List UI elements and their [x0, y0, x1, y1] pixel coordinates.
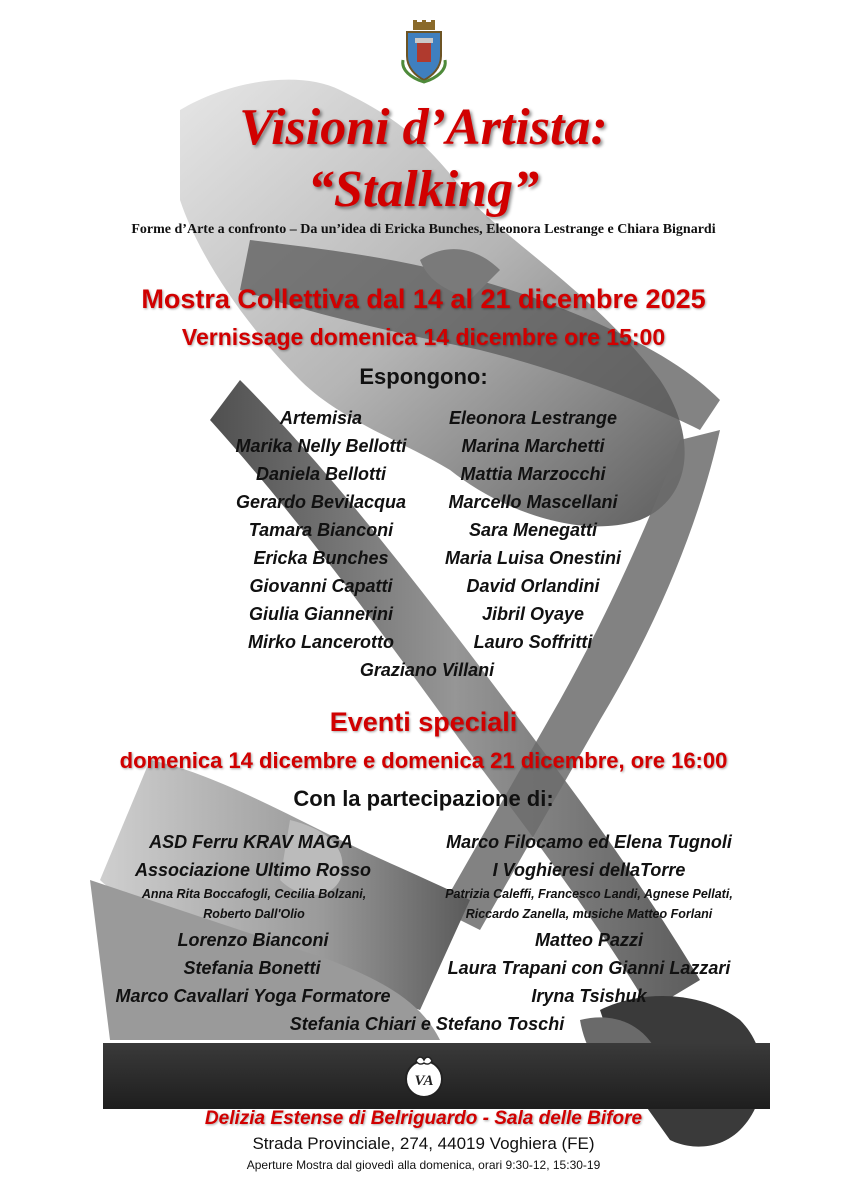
exhibitor-name: Marika Nelly Bellotti: [235, 436, 407, 456]
exhibitor-name: Marina Marchetti: [461, 436, 605, 456]
exhibitor-name: Mattia Marzocchi: [460, 464, 606, 484]
participant-name: Associazione Ultimo Rosso: [134, 860, 372, 880]
participant-name: ASD Ferru KRAV MAGA: [149, 832, 353, 852]
events-heading: Eventi speciali: [329, 707, 518, 737]
participant-name: Laura Trapani con Gianni Lazzari: [447, 958, 731, 978]
exhibitor-name: Lauro Soffritti: [473, 632, 593, 652]
participant-members: [142, 884, 366, 924]
exhibitor-name: Gerardo Bevilacqua: [235, 492, 407, 512]
exhibitor-name: Mirko Lancerotto: [247, 632, 395, 652]
title-line-1: Visioni d’Artista:: [239, 99, 608, 156]
participant-name: Lorenzo Bianconi: [177, 930, 329, 950]
venue-address: Strada Provinciale, 274, 44019 Voghiera (FE): [252, 1134, 595, 1153]
exhibitor-name: Daniela Bellotti: [255, 464, 387, 484]
events-dates: domenica 14 dicembre e domenica 21 dicembre, ore 16:00: [119, 748, 728, 773]
exhibitors-heading: Espongono:: [359, 364, 488, 389]
exhibitor-name: Graziano Villani: [359, 660, 495, 680]
members-line: Roberto Dall'Olio: [203, 907, 305, 921]
exhibitor-name: Eleonora Lestrange: [448, 408, 618, 428]
participant-name: Matteo Pazzi: [534, 930, 644, 950]
exhibitor-name: Giovanni Capatti: [249, 576, 393, 596]
exhibitor-name: Artemisia: [279, 408, 363, 428]
town-crest-icon: [399, 20, 449, 84]
participant-name: Marco Filocamo ed Elena Tugnoli: [446, 832, 732, 852]
exhibitor-name: Sara Menegatti: [468, 520, 598, 540]
participation-heading: Con la partecipazione di:: [293, 786, 554, 811]
exhibitor-name: Maria Luisa Onestini: [444, 548, 622, 568]
vernissage-date: Vernissage domenica 14 dicembre ore 15:00: [181, 324, 666, 350]
opening-hours: Aperture Mostra dal giovedì alla domenica, orari 9:30-12, 15:30-19: [246, 1158, 601, 1172]
participant-name: Iryna Tsishuk: [531, 986, 647, 1006]
exhibition-dates: Mostra Collettiva dal 14 al 21 dicembre 2025: [141, 284, 706, 314]
members-line: Patrizia Caleffi, Francesco Landi, Agnese Pellati,: [445, 887, 733, 901]
exhibitor-name: Jibril Oyaye: [481, 604, 585, 624]
participant-members: [445, 884, 733, 924]
members-line: Riccardo Zanella, musiche Matteo Forlani: [465, 907, 713, 921]
exhibitor-name: Tamara Bianconi: [248, 520, 394, 540]
exhibitor-name: Ericka Bunches: [253, 548, 389, 568]
participant-name: Stefania Chiari e Stefano Toschi: [289, 1014, 565, 1034]
title-line-2: “Stalking”: [307, 161, 540, 218]
va-logo-icon: [400, 1052, 448, 1100]
exhibitor-name: Marcello Mascellani: [448, 492, 618, 512]
logo-text: VA: [414, 1073, 434, 1089]
participant-name: Marco Cavallari Yoga Formatore: [115, 986, 391, 1006]
participant-name: I Voghieresi dellaTorre: [492, 860, 686, 880]
subtitle: Forme d’Arte a confronto – Da un’idea di Ericka Bunches, Eleonora Lestrange e Chiara Bignardi: [131, 222, 716, 237]
exhibitor-name: Giulia Giannerini: [248, 604, 394, 624]
participant-name: Stefania Bonetti: [183, 958, 321, 978]
exhibitor-name: David Orlandini: [466, 576, 600, 596]
venue-name: Delizia Estense di Belriguardo - Sala delle Bifore: [204, 1108, 643, 1129]
members-line: Anna Rita Boccafogli, Cecilia Bolzani,: [141, 887, 367, 901]
